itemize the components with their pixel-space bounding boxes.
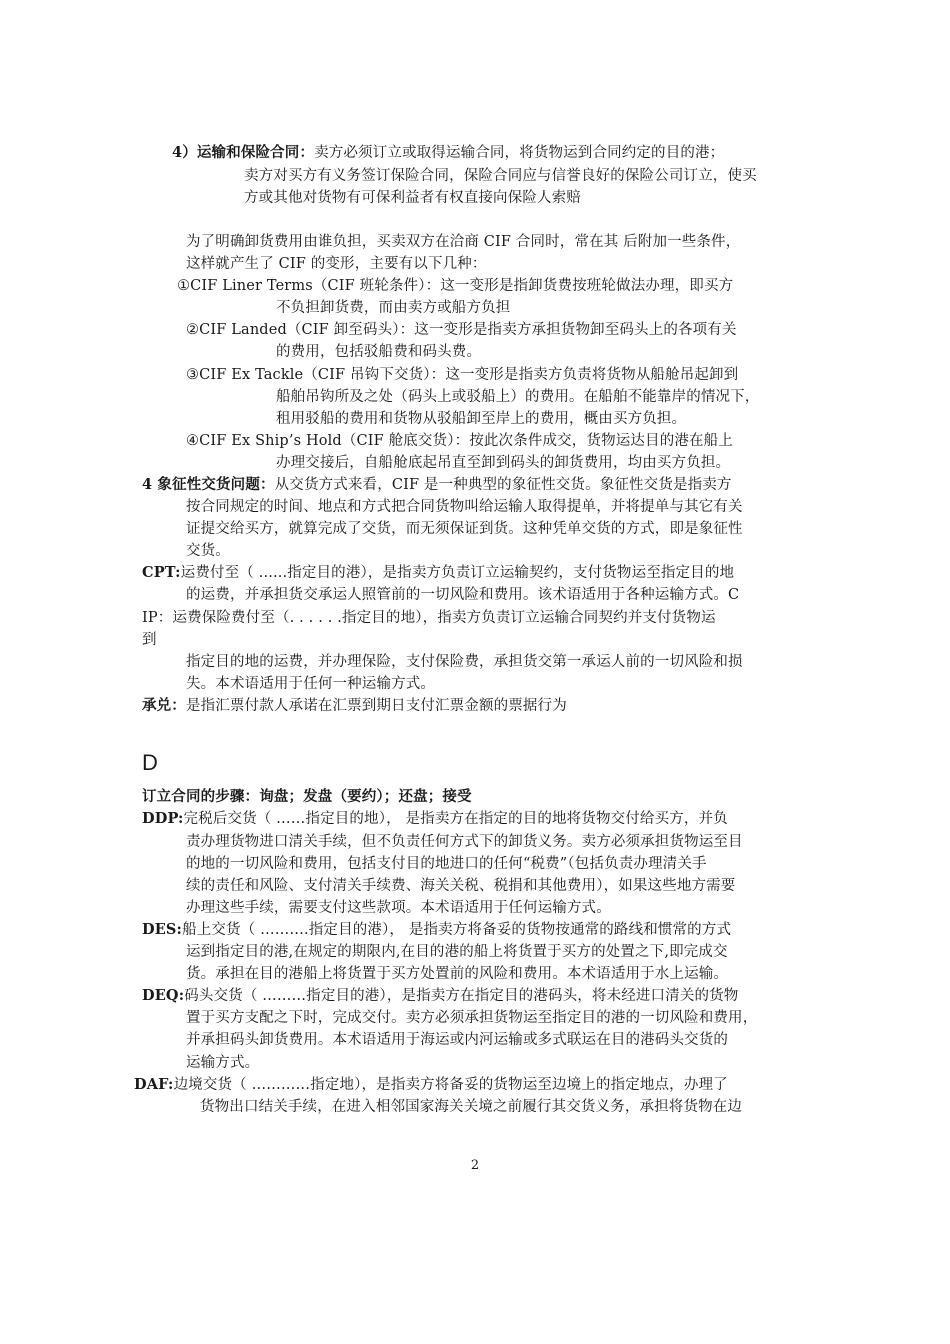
text-line: 这样就产生了 CIF 的变形，主要有以下几种： [186,256,487,272]
term-label: DES: [142,921,183,938]
text-line: 责办理货物进口清关手续，但不负责任何方式下的卸货义务。卖方必须承担货物运至目 [186,834,743,850]
text-line: 的运费，并承担货交承运人照管前的一切风险和费用。该术语适用于各种运输方式。C [186,587,740,603]
term-label: DDP: [142,810,184,827]
text-line: ③CIF Ex Tackle（CIF 吊钩下交货）：这一变形是指卖方负责将货物从船舱吊起卸到 [186,367,739,383]
text-line: CPT:运费付至（ ......指定目的港），是指卖方负责订立运输契约，支付货物运至指定目的地 [142,564,735,581]
text-line: DEQ:码头交货（ ………指定目的港），是指卖方在指定目的港码头，将未经进口清关的货物 [142,987,739,1004]
term-label: DAF: [134,1076,174,1093]
text-line: ④CIF Ex Ship’s Hold（CIF 舱底交货）：按此次条件成交，货物运达目的港在船上 [186,433,733,449]
term-label: 4 象征性交货问题： [142,476,275,493]
text-line: 4 象征性交货问题：从交货方式来看，CIF 是一种典型的象征性交货。象征性交货是指卖方 [142,476,732,493]
term-label: CPT: [142,564,181,581]
page-number: 2 [470,1158,480,1173]
text-line: ①CIF Liner Terms（CIF 班轮条件）：这一变形是指卸货费按班轮做法办理，即买方 [177,278,734,294]
text-line: DES:船上交货（ ……….指定目的港）， 是指卖方将备妥的货物按通常的路线和惯常的方式 [142,921,732,938]
text-line: 货。承担在目的港船上将货置于买方处置前的风险和费用。本术语适用于水上运输。 [186,966,729,982]
text-line: 租用驳船的费用和货物从驳船卸至岸上的费用，概由买方负担。 [276,411,687,427]
text-line: 承兑：是指汇票付款人承诺在汇票到期日支付汇票金额的票据行为 [142,697,567,714]
text-line: 交货。 [186,543,230,559]
text-line: 办理这些手续，需要支付这些款项。本术语适用于任何运输方式。 [186,900,611,916]
term-label: 4）运输和保险合同： [172,144,315,161]
term-label: DEQ: [142,987,185,1004]
text-line: 为了明确卸货费用由谁负担，买卖双方在洽商 CIF 合同时，常在其 后附加一些条件， [186,234,741,250]
text-line: 置于买方支配之下时，完成交付。卖方必须承担货物运至指定目的港的一切风险和费用， [186,1010,758,1026]
text-line: 方或其他对货物有可保利益者有权直接向保险人索赔 [244,190,581,206]
section-heading-d: D [142,750,158,775]
text-line: DDP:完税后交货（ ……指定目的地）， 是指卖方在指定的目的地将货物交付给买方，并负 [142,810,728,827]
text-line [142,786,472,808]
text-line: 失。本术语适用于任何一种运输方式。 [186,676,436,692]
text-line: 证提交给买方，就算完成了交货，而无须保证到货。这种凭单交货的方式，即是象征性 [186,521,743,537]
text-line: 运到指定目的港,在规定的期限内,在目的港的船上将货置于买方的处置之下,即完成交 [186,944,728,960]
text-line: 到 [142,632,157,648]
text-line: ②CIF Landed（CIF 卸至码头）：这一变形是指卖方承担货物卸至码头上的各项有关 [186,322,737,338]
text-line: 4）运输和保险合同：卖方必须订立或取得运输合同，将货物运到合同约定的目的港； [172,144,725,161]
text-line: 的地的一切风险和费用，包括支付目的地进口的任何“税费”（包括负责办理清关手 [186,856,707,872]
text-line: 的费用，包括驳船费和码头费。 [276,344,482,360]
term-label: 订立合同的步骤：询盘；发盘（要约）；还盘；接受 [142,788,472,805]
term-label: 承兑： [142,697,186,714]
text-line: DAF:边境交货（ …………指定地），是指卖方将备妥的货物运至边境上的指定地点，办理了 [134,1076,728,1093]
text-line: 续的责任和风险、支付清关手续费、海关关税、税捐和其他费用），如果这些地方需要 [186,878,736,894]
text-line: 卖方对买方有义务签订保险合同，保险合同应与信誉良好的保险公司订立，使买 [244,168,757,184]
text-line: 指定目的地的运费，并办理保险，支付保险费，承担货交第一承运人前的一切风险和损 [186,654,743,670]
text-line: 不负担卸货费，而由卖方或船方负担 [276,300,511,316]
text-line: 船舶吊钩所及之处（码头上或驳船上）的费用。在船舶不能靠岸的情况下， [276,389,760,405]
text-line: 按合同规定的时间、地点和方式把合同货物叫给运输人取得提单，并将提单与其它有关 [186,499,743,515]
text-line: 运输方式。 [186,1055,260,1071]
text-line: 并承担码头卸货费用。本术语适用于海运或内河运输或多式联运在目的港码头交货的 [186,1032,729,1048]
text-line: IP：运费保险费付至（. . . . . .指定目的地），指卖方负责订立运输合同契约并支付货物运 [142,610,716,626]
text-line: 货物出口结关手续，在进入相邻国家海关关境之前履行其交货义务，承担将货物在边 [200,1099,743,1115]
text-line: 办理交接后，自船舱底起吊直至卸到码头的卸货费用，均由买方负担。 [276,455,731,471]
